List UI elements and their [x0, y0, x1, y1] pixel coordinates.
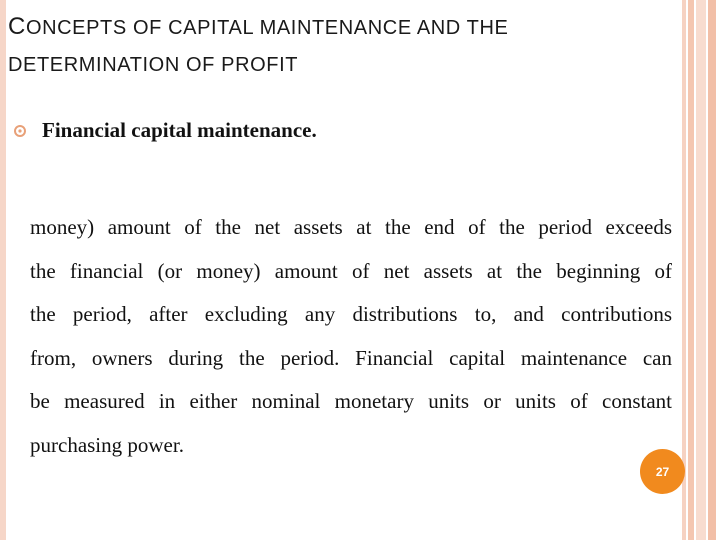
body-line: from, owners during the period. Financial capital maintenance can: [30, 345, 672, 370]
page-number-badge: 27: [640, 449, 685, 494]
bullet-item: [14, 118, 317, 143]
border-stripe: [688, 0, 694, 540]
left-border-decoration: [0, 0, 6, 540]
title-initial-cap: C: [8, 13, 26, 40]
body-line: the period, after excluding any distributions to, and contributions: [30, 302, 672, 326]
slide-title: [8, 8, 668, 84]
border-stripe: [708, 0, 716, 540]
title-line-1-rest: ONCEPTS OF CAPITAL MAINTENANCE AND THE: [25, 17, 509, 39]
body-paragraph: [30, 206, 672, 467]
title-line-2: DETERMINATION OF PROFIT: [8, 54, 299, 76]
border-stripe: [682, 0, 686, 540]
right-border-decoration: [680, 0, 720, 540]
bullet-gear-icon: [14, 125, 26, 137]
bullet-text: Financial capital maintenance.: [42, 118, 317, 142]
body-line: be measured in either nominal monetary units or units of constant: [30, 389, 672, 413]
body-line: purchasing power.: [30, 432, 184, 457]
body-line: the financial (or money) amount of net assets at the beginning of: [30, 258, 672, 283]
border-stripe: [696, 0, 706, 540]
body-line: money) amount of the net assets at the end of the period exceeds: [30, 215, 672, 239]
title-line-1: [8, 8, 668, 47]
